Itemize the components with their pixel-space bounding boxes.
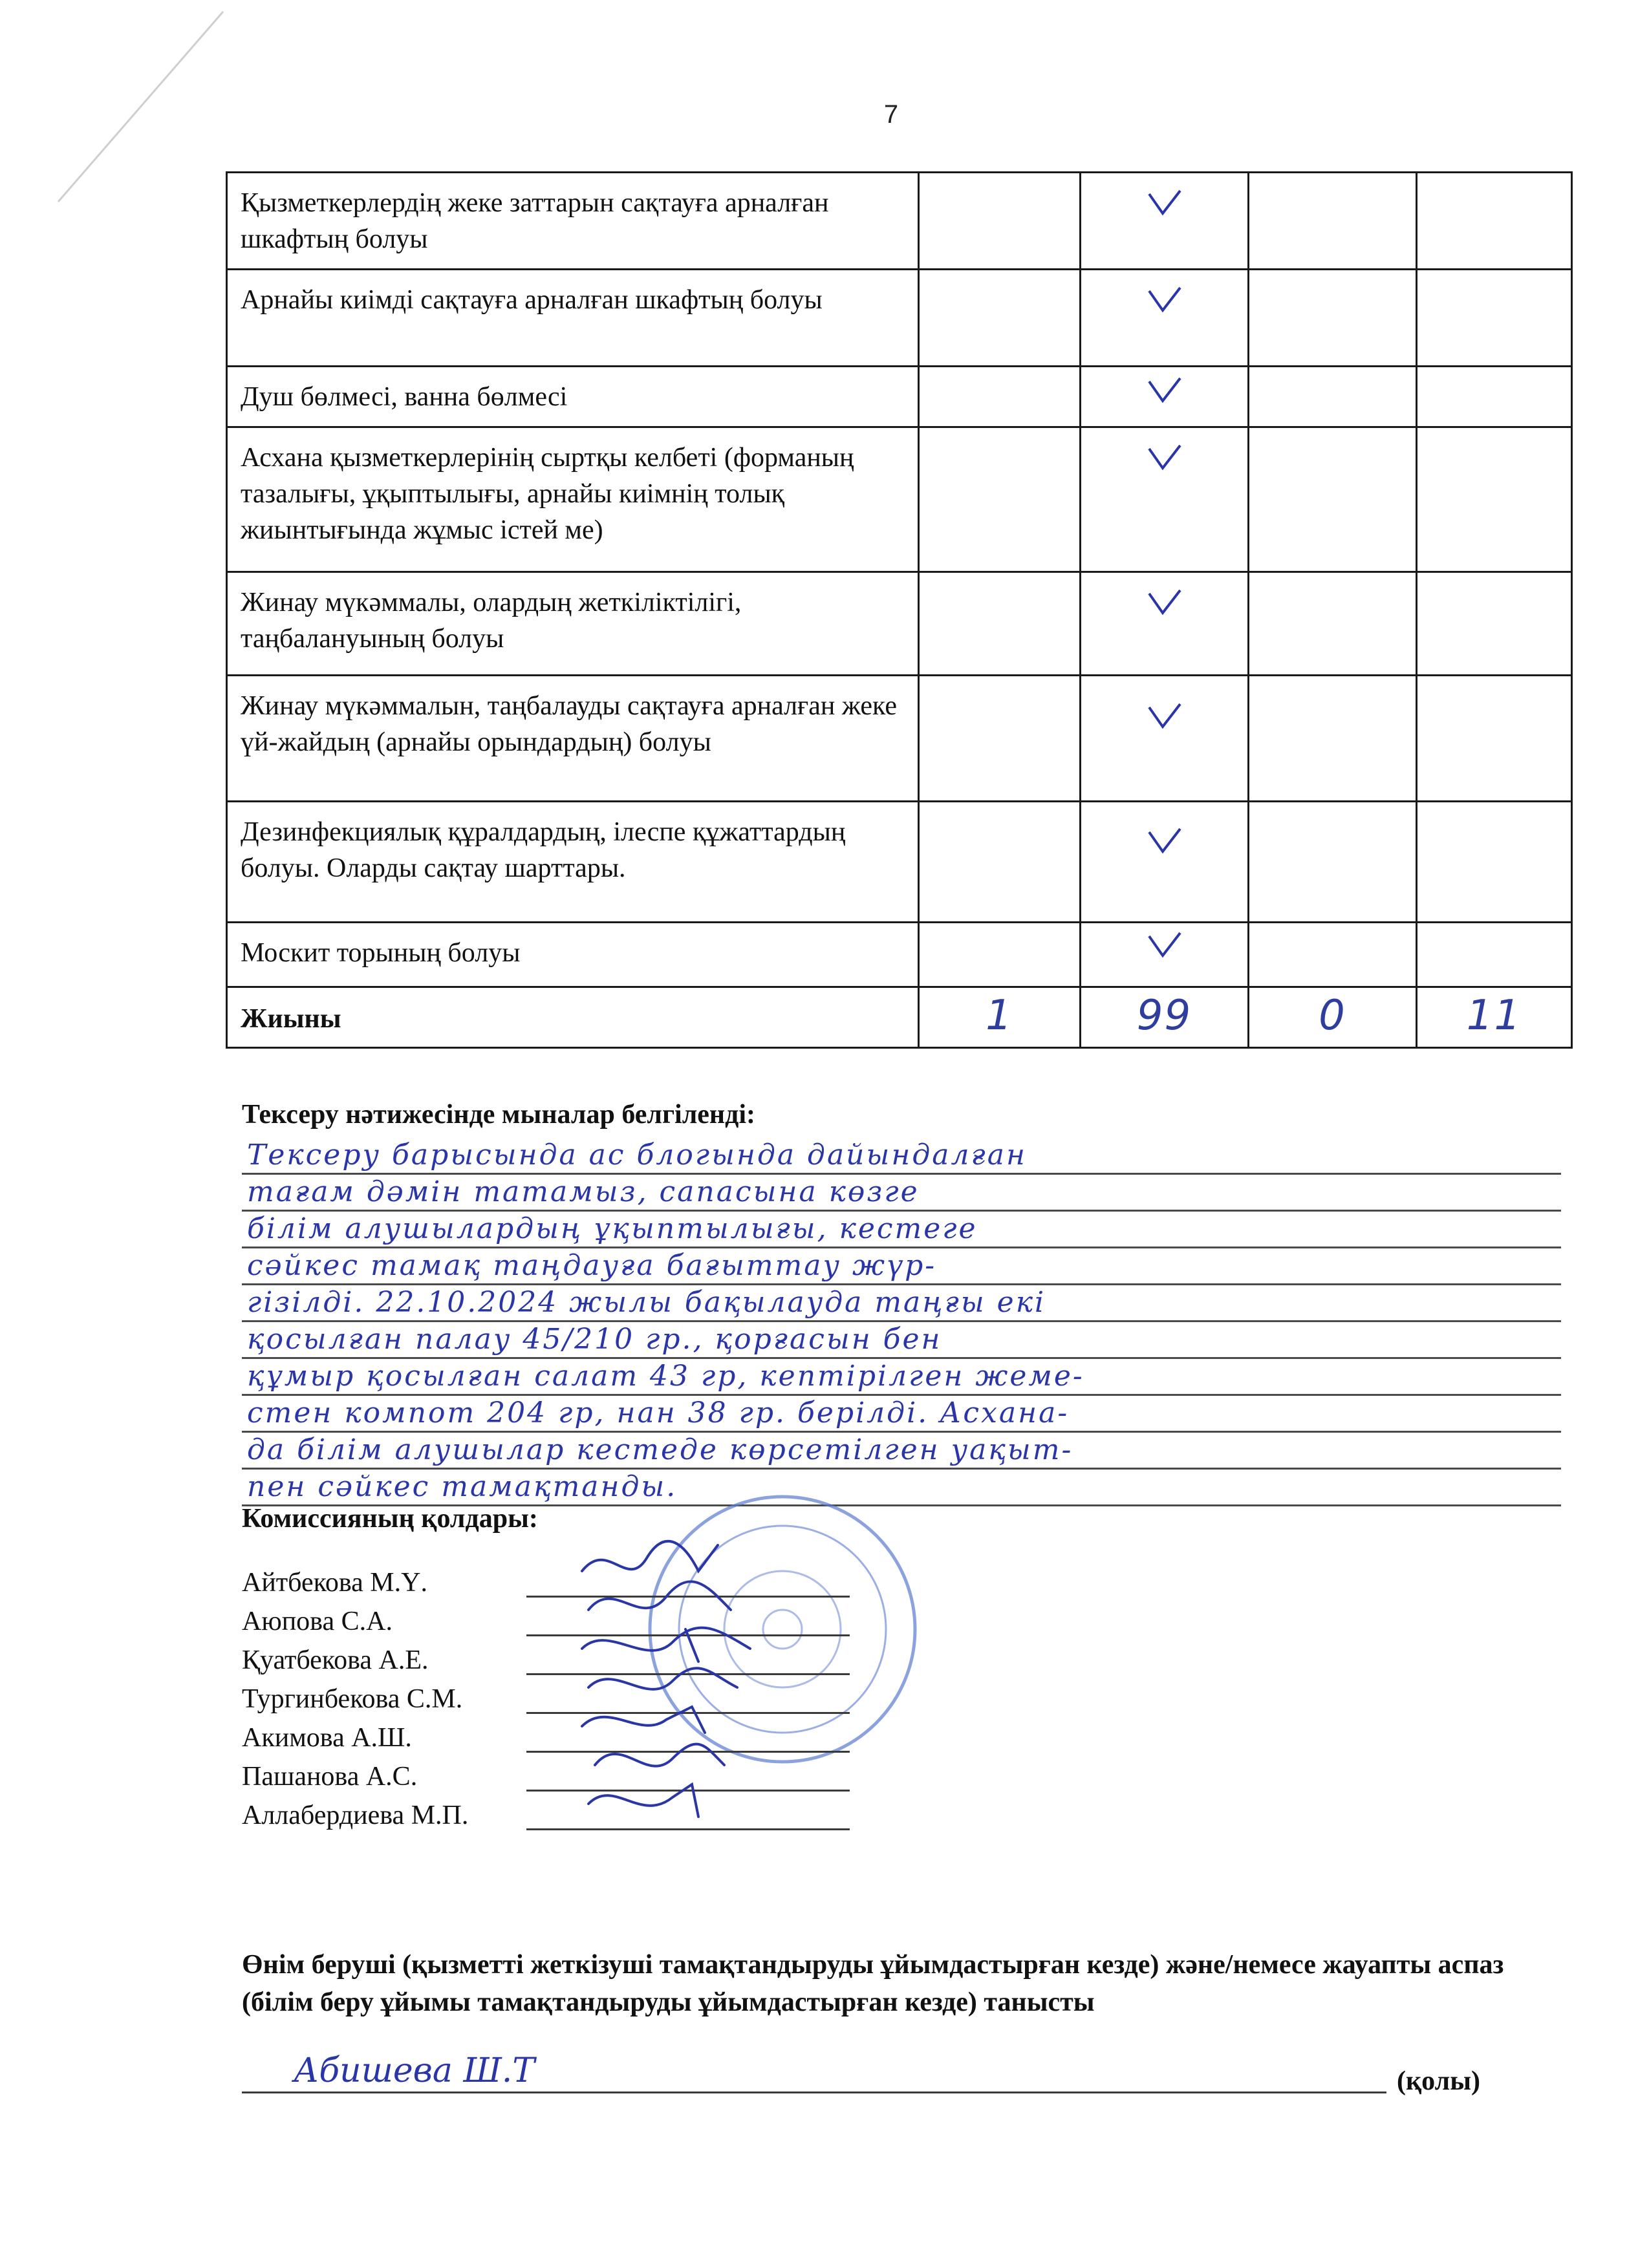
producer-acknowledgement: Өнім беруші (қызметті жеткізуші тамақтандыруды ұйымдастырған кезде) және/немесе жауапты аспаз (білім беру ұйымы тамақтандыруды ұйымдастырған кезде) танысты <box>242 1950 1504 2017</box>
producer-signature: Абишева Ш.Т <box>294 2051 535 2090</box>
member-name: Аллабердиева М.П. <box>242 1801 469 1830</box>
table-row <box>227 427 1572 572</box>
findings-line: құмыр қосылған салат 43 гр, кептірілген жеме- <box>242 1359 1561 1396</box>
row-label: Душ бөлмесі, ванна бөлмесі <box>227 367 919 427</box>
table-row <box>227 572 1572 676</box>
findings-line: сәйкес тамақ таңдауға бағыттау жүр- <box>242 1248 1561 1285</box>
row-label: Жинау мүкәммалы, олардың жеткіліктілігі, таңбалануының болуы <box>227 572 919 676</box>
findings-line: білім алушылардың ұқыптылығы, кестеге <box>242 1212 1561 1248</box>
member-name: Аюпова С.А. <box>242 1607 393 1636</box>
table-row <box>227 923 1572 987</box>
table-row <box>227 802 1572 923</box>
checkmark-icon <box>1147 189 1182 217</box>
total-row <box>227 987 1572 1048</box>
signature-caption: (қолы) <box>1397 2066 1480 2096</box>
member-name: Қуатбекова А.Е. <box>242 1645 429 1675</box>
findings-line: қосылған палау 45/210 гр., қорғасын бен <box>242 1322 1561 1359</box>
findings-handwritten-text <box>242 1138 1561 1506</box>
table-row <box>227 173 1572 270</box>
findings-line: гізілді. 22.10.2024 жылы бақылауда таңғы екі <box>242 1285 1561 1322</box>
row-label: Арнайы киімді сақтауға арналған шкафтың болуы <box>227 270 919 367</box>
commission-heading: Комиссияның қолдары: <box>242 1504 538 1534</box>
total-value: 0 <box>1319 992 1346 1040</box>
total-label: Жиыны <box>227 987 919 1048</box>
checkmark-icon <box>1147 588 1182 617</box>
handwritten-signatures <box>569 1532 776 1843</box>
findings-line: да білім алушылар кестеде көрсетілген уақыт- <box>242 1433 1561 1470</box>
member-name: Пашанова А.С. <box>242 1762 418 1792</box>
checkmark-icon <box>1147 376 1182 405</box>
total-value: 11 <box>1466 992 1522 1040</box>
producer-signature-line <box>242 2053 1386 2093</box>
page-number: 7 <box>883 100 899 129</box>
checklist-table <box>226 171 1573 1049</box>
findings-line: стен компот 204 гр, нан 38 гр. берілді. Асхана- <box>242 1396 1561 1433</box>
findings-line: Тексеру барысында ас блогында дайындалған <box>242 1138 1561 1175</box>
findings-heading: Тексеру нәтижесінде мыналар белгіленді: <box>242 1100 756 1129</box>
checkmark-icon <box>1147 702 1182 731</box>
row-label: Қызметкерлердің жеке заттарын сақтауға арналған шкафтың болуы <box>227 173 919 270</box>
checkmark-icon <box>1147 444 1182 472</box>
member-name: Тургинбекова С.М. <box>242 1684 463 1714</box>
corner-crease <box>0 0 233 213</box>
checkmark-icon <box>1147 931 1182 959</box>
total-value: 99 <box>1136 992 1192 1040</box>
findings-line: тағам дәмін татамыз, сапасына көзге <box>242 1175 1561 1212</box>
member-name: Акимова А.Ш. <box>242 1723 412 1753</box>
table-row <box>227 367 1572 427</box>
total-value: 1 <box>986 992 1013 1040</box>
table-row <box>227 270 1572 367</box>
checkmark-icon <box>1147 286 1182 314</box>
row-label: Жинау мүкәммалын, таңбалауды сақтауға арналған жеке үй-жайдың (арнайы орындардың) болуы <box>227 676 919 802</box>
table-row <box>227 676 1572 802</box>
row-label: Москит торының болуы <box>227 923 919 987</box>
row-label: Дезинфекциялық құралдардың, ілеспе құжаттардың болуы. Оларды сақтау шарттары. <box>227 802 919 923</box>
checkmark-icon <box>1147 827 1182 855</box>
findings-line: пен сәйкес тамақтанды. <box>242 1470 1561 1506</box>
row-label: Асхана қызметкерлерінің сыртқы келбеті (форманың тазалығы, ұқыптылығы, арнайы киімнің толық жиынтығында жұмыс істей ме) <box>227 427 919 572</box>
member-name: Айтбекова М.Ү. <box>242 1568 427 1598</box>
